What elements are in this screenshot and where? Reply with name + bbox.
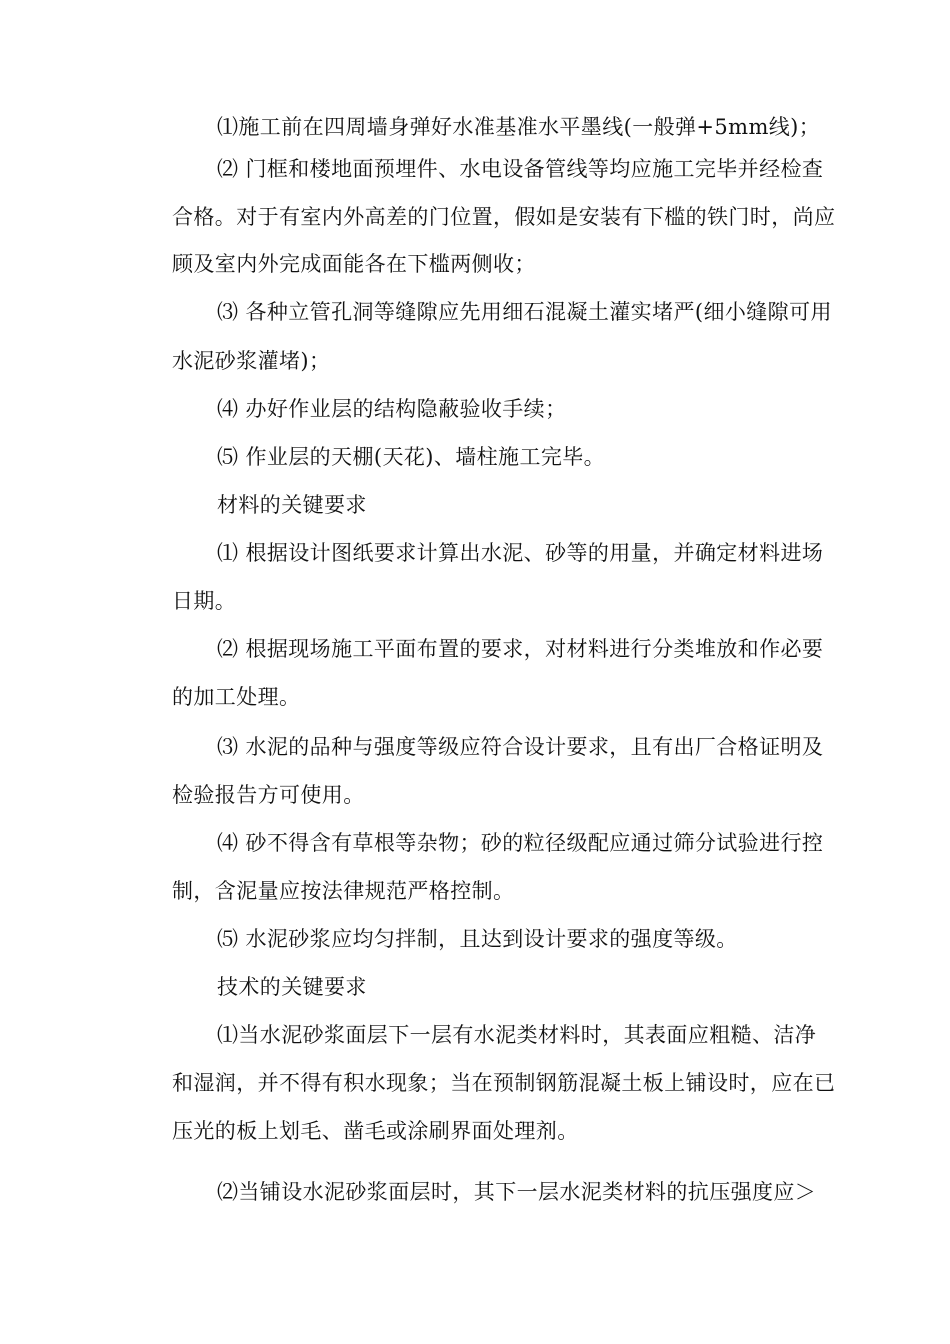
text-line: 检验报告方可使用。 [172,783,365,807]
section-heading: 材料的关键要求 [217,493,367,517]
text-line: ⑸ 水泥砂浆应均匀拌制，且达到设计要求的强度等级。 [217,927,738,951]
text-line: 水泥砂浆灌堵)； [172,349,331,373]
section-heading: 技术的关键要求 [217,975,367,999]
text-line: ⑶ 各种立管孔洞等缝隙应先用细石混凝土灌实堵严(细小缝隙可用 [217,300,832,324]
text-line: ⑴施工前在四周墙身弹好水准基准水平墨线(一般弹+5mm线)； [217,115,821,139]
text-line: ⑸ 作业层的天棚(天花)、墙柱施工完毕。 [217,445,606,469]
text-line: ⑵当铺设水泥砂浆面层时，其下一层水泥类材料的抗压强度应＞ [217,1180,817,1204]
text-line: ⑶ 水泥的品种与强度等级应符合设计要求，且有出厂合格证明及 [217,735,824,759]
text-line: 和湿润，并不得有积水现象；当在预制钢筋混凝土板上铺设时，应在已 [172,1071,836,1095]
text-line: 的加工处理。 [172,685,301,709]
text-line: 日期。 [172,589,237,613]
text-line: ⑷ 办好作业层的结构隐蔽验收手续； [217,397,567,421]
text-line: ⑵ 根据现场施工平面布置的要求，对材料进行分类堆放和作必要 [217,637,824,661]
text-line: ⑷ 砂不得含有草根等杂物；砂的粒径级配应通过筛分试验进行控 [217,831,824,855]
text-line: 制，含泥量应按法律规范严格控制。 [172,879,515,903]
text-line: ⑵ 门框和楼地面预埋件、水电设备管线等均应施工完毕并经检查 [217,157,824,181]
text-line: 合格。对于有室内外高差的门位置，假如是安装有下槛的铁门时，尚应 [172,205,836,229]
text-line: 顾及室内外完成面能各在下槛两侧收； [172,252,536,276]
text-line: ⑴ 根据设计图纸要求计算出水泥、砂等的用量，并确定材料进场 [217,541,824,565]
text-line: ⑴当水泥砂浆面层下一层有水泥类材料时，其表面应粗糙、洁净 [217,1023,817,1047]
text-line: 压光的板上划毛、凿毛或涂刷界面处理剂。 [172,1119,579,1143]
